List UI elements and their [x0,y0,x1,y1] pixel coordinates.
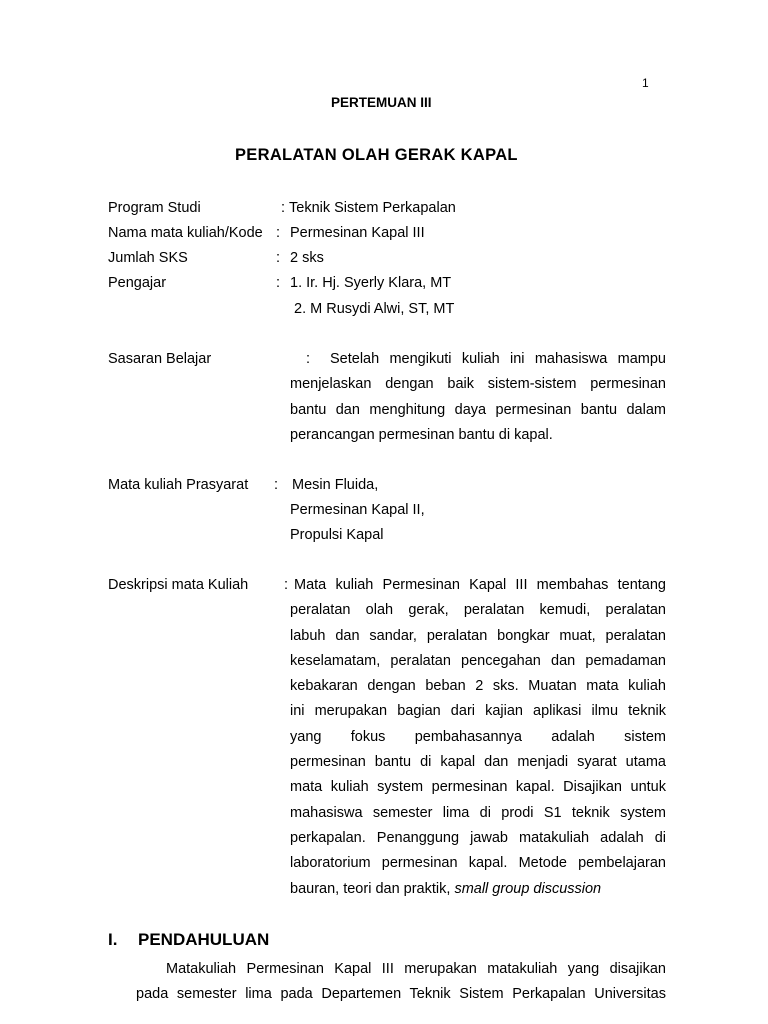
prasyarat-item: Mesin Fluida, [292,477,379,493]
section-title: PENDAHULUAN [138,930,270,949]
jumlah-sks-label: Jumlah SKS [108,250,188,266]
sasaran-line: menjelaskan dengan baik sistem-sistem permesinan [290,376,666,393]
deskripsi-line: permesinan bantu di kapal dan menjadi syarat utama [290,754,666,771]
intro-line: Matakuliah Permesinan Kapal III merupakan matakuliah yang disajikan [166,961,666,977]
jumlah-sks-colon: : [276,250,281,266]
deskripsi-line: labuh dan sandar, peralatan bongkar muat, peralatan [290,627,666,644]
jumlah-sks-value: 2 sks [290,250,324,266]
deskripsi-label: Deskripsi mata Kuliah [108,577,249,593]
deskripsi-line: mahasiswa semester lima di prodi S1 teknik system [290,804,666,821]
document-title: PERALATAN OLAH GERAK KAPAL [235,146,518,164]
prasyarat-colon: : [274,477,279,493]
program-studi-value: Teknik Sistem Perkapalan [289,200,456,216]
deskripsi-line: ini merupakan bagian dari kajian aplikasi ilmu teknik [290,703,666,720]
pengajar-value-2: 2. M Rusydi Alwi, ST, MT [294,301,455,317]
pengajar-colon: : [276,275,281,291]
sasaran-line: bantu dan menghitung daya permesinan bantu dalam [290,401,666,418]
section-heading [108,930,269,950]
nama-mk-value: Permesinan Kapal III [290,225,425,241]
deskripsi-line: kebakaran dengan beban 2 sks. Muatan mata kuliah [290,678,666,695]
deskripsi-line: keselamatam, peralatan pencegahan dan pemadaman [290,652,666,669]
program-studi-colon: : [281,200,286,216]
sasaran-text [290,347,666,448]
deskripsi-italic-phrase: small group discussion [454,880,602,897]
section-number: I. [108,930,118,949]
deskripsi-line: mata kuliah system permesinan kapal. Disajikan untuk [290,779,666,796]
prasyarat-item: Permesinan Kapal II, [290,502,425,518]
deskripsi-last-line [290,877,666,902]
deskripsi-line: laboratorium permesinan kapal. Metode pembelajaran [290,855,666,872]
section-intro-text [136,957,666,1008]
deskripsi-line: Mata kuliah Permesinan Kapal III membahas tentang [294,577,666,593]
sasaran-line: Setelah mengikuti kuliah ini mahasiswa mampu [330,351,666,367]
sasaran-line: perancangan permesinan bantu di kapal. [290,426,553,443]
intro-line: pada semester lima pada Departemen Teknik Sistem Perkapalan Universitas [136,986,666,1003]
program-studi-label: Program Studi [108,200,201,216]
deskripsi-line: yang fokus pembahasannya adalah sistem [290,728,666,745]
nama-mk-label: Nama mata kuliah/Kode [108,225,263,241]
deskripsi-colon: : [284,577,289,593]
nama-mk-colon: : [276,225,281,241]
sasaran-label: Sasaran Belajar [108,351,212,367]
page-number: 1 [642,76,649,90]
sasaran-colon: : [306,351,311,367]
meeting-label: PERTEMUAN III [331,95,432,110]
pengajar-label: Pengajar [108,275,167,291]
deskripsi-text [290,573,666,902]
pengajar-value-1: 1. Ir. Hj. Syerly Klara, MT [290,275,452,291]
deskripsi-last-line-text: bauran, teori dan praktik, [290,880,455,897]
deskripsi-line: perkapalan. Penanggung jawab matakuliah adalah di [290,829,666,846]
prasyarat-item: Propulsi Kapal [290,527,384,543]
prasyarat-label: Mata kuliah Prasyarat [108,477,249,493]
deskripsi-line: peralatan olah gerak, peralatan kemudi, peralatan [290,602,666,619]
